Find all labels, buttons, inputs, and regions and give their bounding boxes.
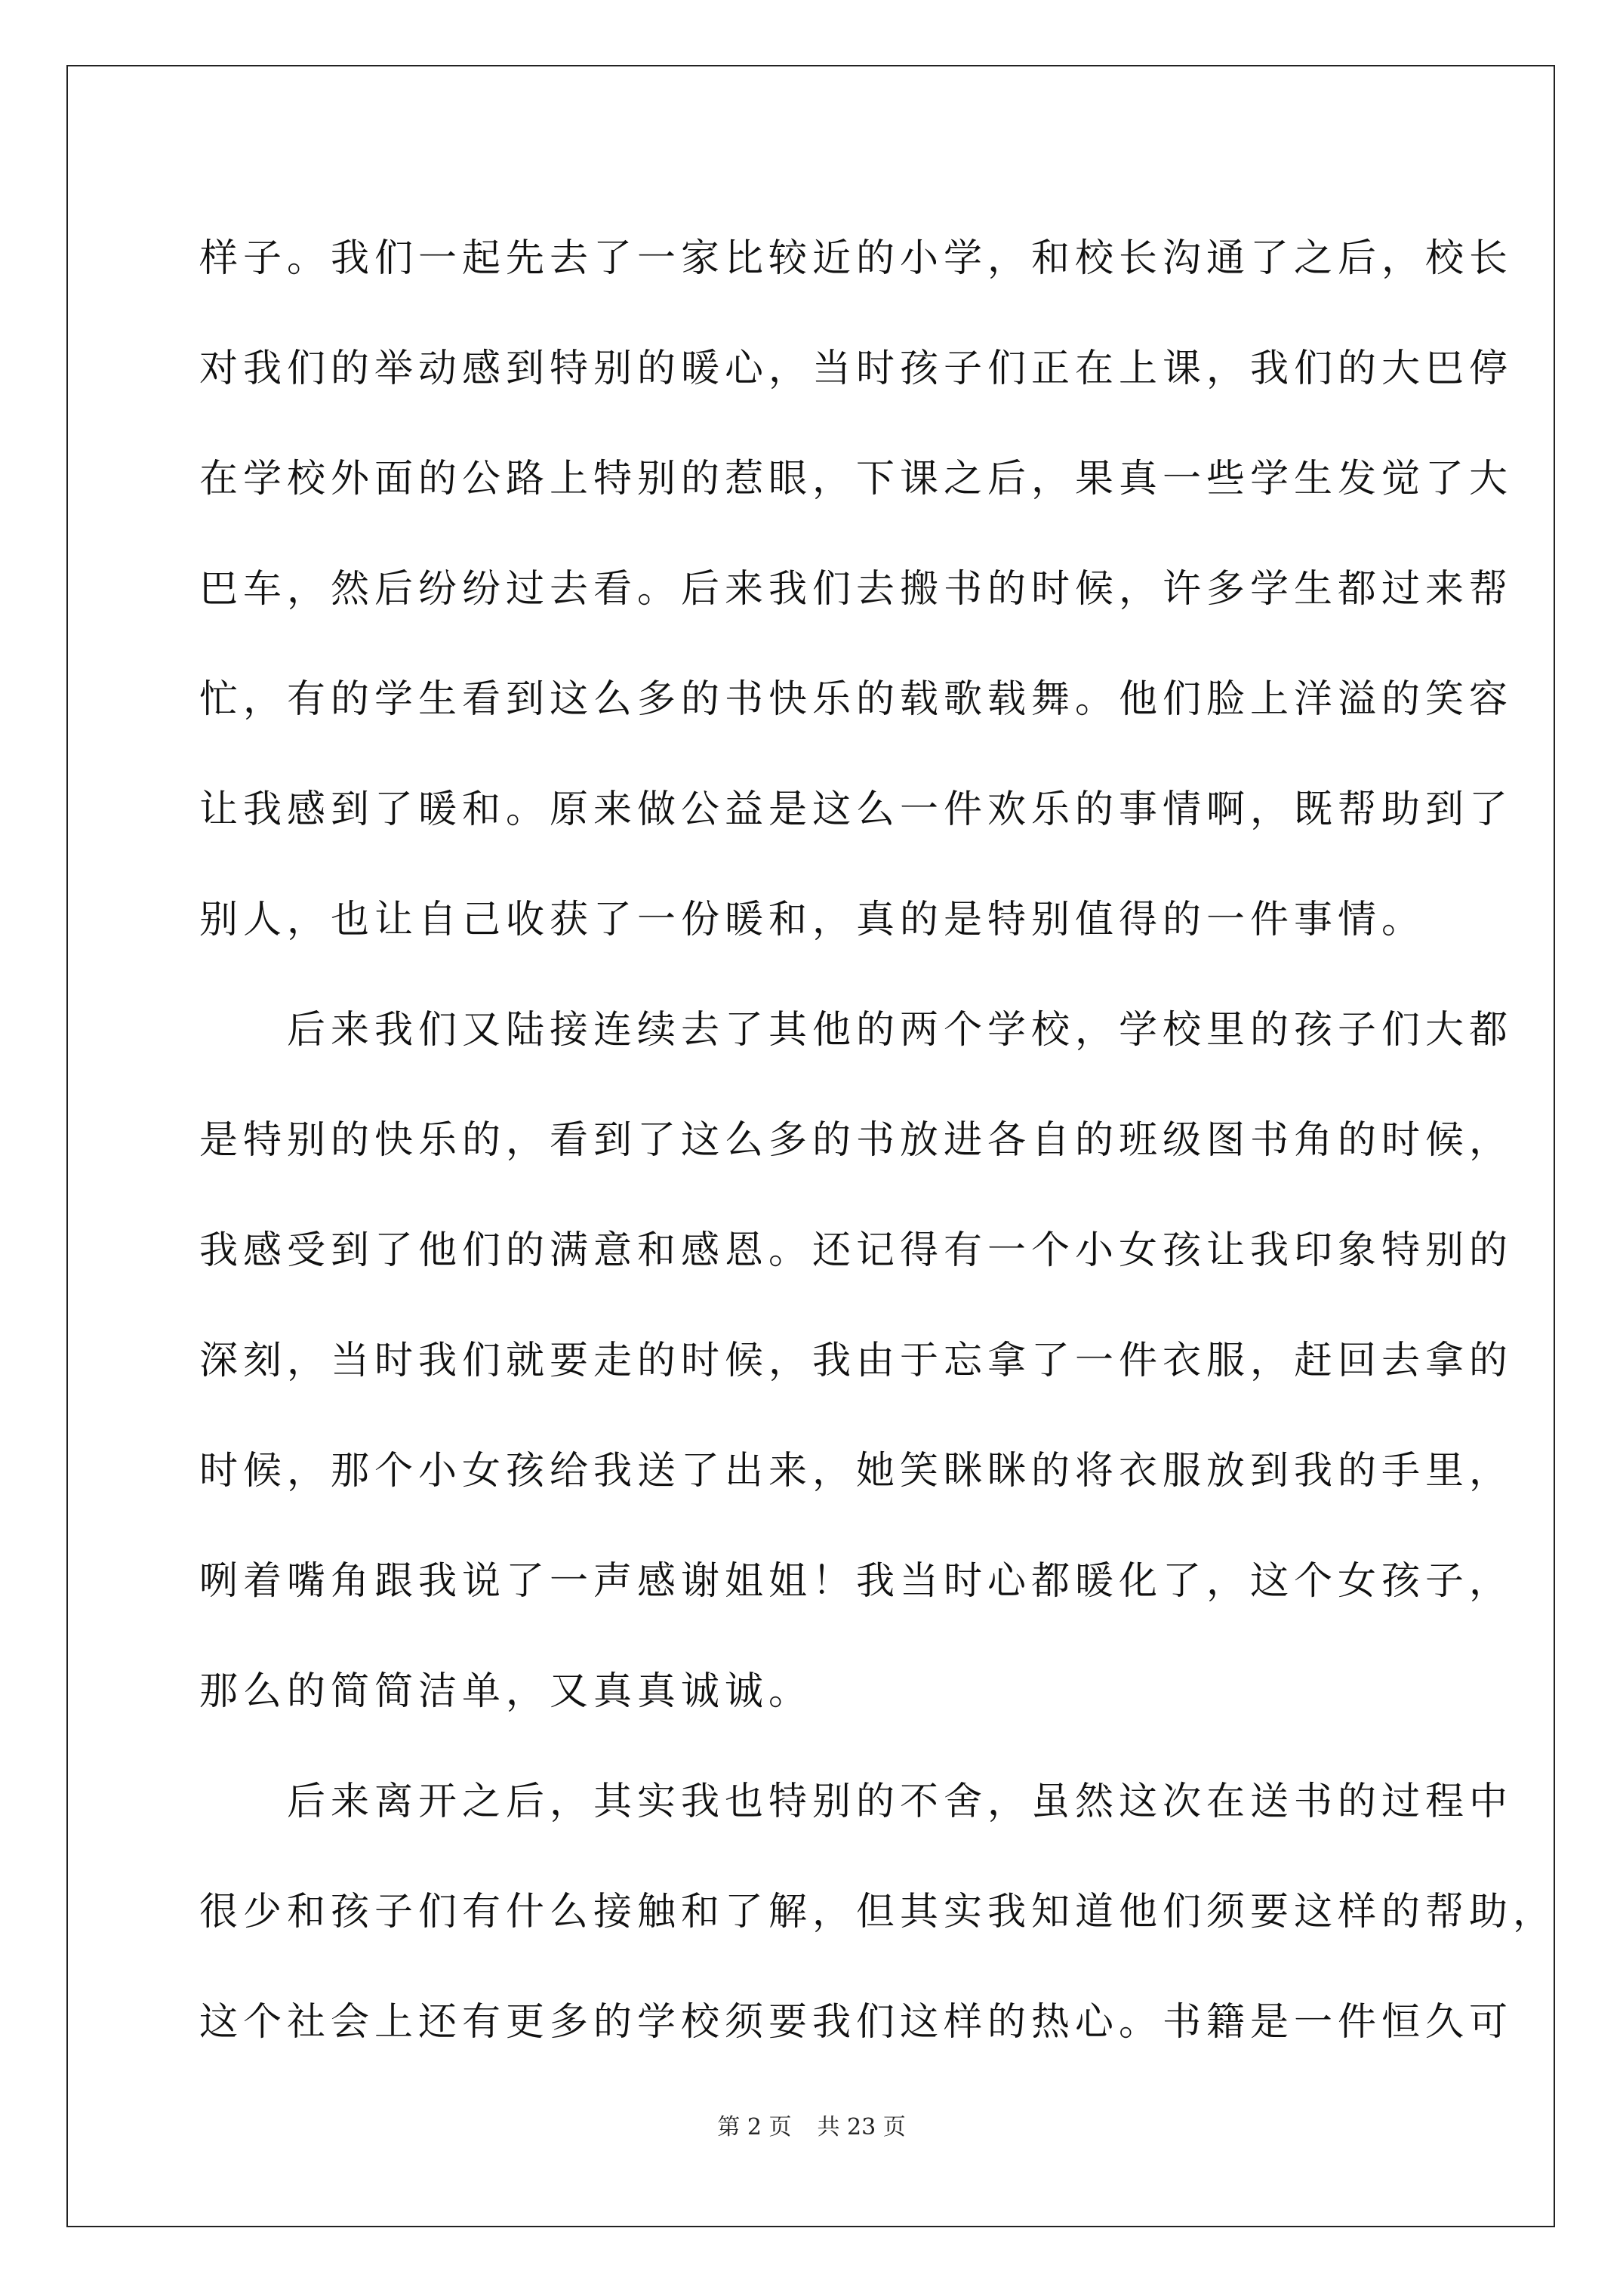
text-line: 是特别的快乐的，看到了这么多的书放进各自的班级图书角的时候， (199, 1118, 1514, 1163)
document-body (199, 204, 1557, 2078)
text-line: 巴车，然后纷纷过去看。后来我们去搬书的时候，许多学生都过来帮 (199, 567, 1514, 612)
text-line: 在学校外面的公路上特别的惹眼，下课之后，果真一些学生发觉了大 (199, 457, 1514, 501)
text-line: 时候，那个小女孩给我送了出来，她笑眯眯的将衣服放到我的手里， (199, 1449, 1514, 1493)
page-number-current: 第 2 页 (717, 2114, 792, 2140)
text-line: 对我们的举动感到特别的暖心，当时孩子们正在上课，我们的大巴停 (199, 347, 1514, 391)
text-line: 我感受到了他们的满意和感恩。还记得有一个小女孩让我印象特别的 (199, 1228, 1514, 1273)
page-number-total: 共 23 页 (817, 2114, 906, 2140)
page-footer (0, 2108, 1623, 2141)
text-line: 让我感到了暖和。原来做公益是这么一件欢乐的事情啊，既帮助到了 (199, 787, 1514, 832)
text-line: 别人，也让自己收获了一份暖和，真的是特别值得的一件事情。 (199, 898, 1426, 942)
text-line: 咧着嘴角跟我说了一声感谢姐姐！我当时心都暖化了，这个女孩子， (199, 1559, 1514, 1604)
text-line: 后来离开之后，其实我也特别的不舍，虽然这次在送书的过程中 (199, 1780, 1514, 1824)
text-line: 很少和孩子们有什么接触和了解，但其实我知道他们须要这样的帮助， (199, 1890, 1557, 1934)
text-line: 深刻，当时我们就要走的时候，我由于忘拿了一件衣服，赶回去拿的 (199, 1339, 1514, 1383)
text-line: 后来我们又陆接连续去了其他的两个学校，学校里的孩子们大都 (199, 1008, 1514, 1052)
text-line: 样子。我们一起先去了一家比较近的小学，和校长沟通了之后，校长 (199, 236, 1514, 281)
text-line: 那么的简简洁单，又真真诚诚。 (199, 1669, 813, 1714)
text-line: 这个社会上还有更多的学校须要我们这样的热心。书籍是一件恒久可 (199, 2000, 1514, 2045)
text-line: 忙，有的学生看到这么多的书快乐的载歌载舞。他们脸上洋溢的笑容 (199, 677, 1514, 722)
